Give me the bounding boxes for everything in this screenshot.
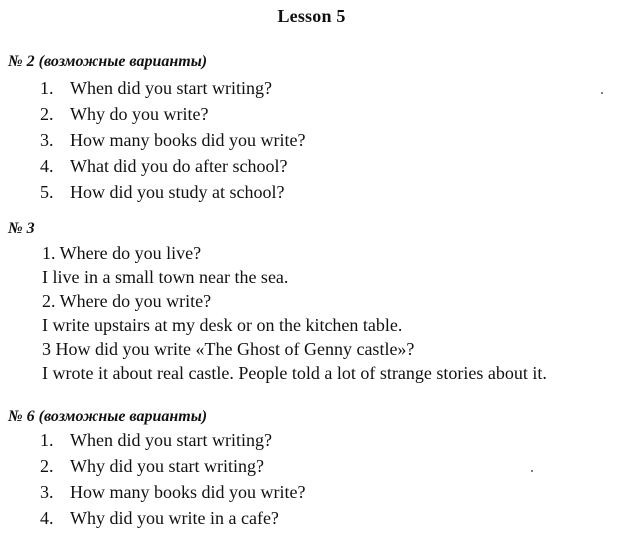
section-6-list (40, 427, 305, 531)
item-number: 2. (40, 104, 54, 124)
section-3-heading: № 3 (8, 220, 35, 237)
list-item (40, 127, 305, 153)
item-number: 1. (40, 430, 54, 450)
item-number: 3. (40, 482, 54, 502)
item-number: 5. (40, 182, 54, 202)
item-text: How did you study at school? (70, 182, 285, 202)
item-text: Why did you write in a cafe? (70, 508, 279, 528)
dialog-line: I live in a small town near the sea. (42, 267, 289, 287)
section-6-heading: № 6 (возможные варианты) (8, 408, 208, 425)
page-title: Lesson 5 (277, 6, 346, 26)
item-text: What did you do after school? (70, 156, 288, 176)
item-number: 4. (40, 508, 54, 528)
section-3-dialog (42, 241, 547, 385)
item-text: How many books did you write? (70, 482, 306, 502)
item-text: When did you start writing? (70, 430, 272, 450)
item-text: How many books did you write? (70, 130, 306, 150)
section-2-heading: № 2 (возможные варианты) (8, 53, 208, 70)
scan-speck (601, 92, 603, 94)
dialog-line: 3 How did you write «The Ghost of Genny castle»? (42, 339, 415, 359)
dialog-line: I wrote it about real castle. People told a lot of strange stories about it. (42, 363, 547, 383)
item-number: 2. (40, 456, 54, 476)
item-number: 3. (40, 130, 54, 150)
list-item (40, 427, 305, 453)
list-item (40, 153, 305, 179)
item-number: 4. (40, 156, 54, 176)
list-item (40, 505, 305, 531)
scan-speck (531, 470, 533, 472)
dialog-line: 1. Where do you live? (42, 243, 202, 263)
item-number: 1. (40, 78, 54, 98)
list-item (40, 75, 305, 101)
list-item (40, 101, 305, 127)
section-2-list (40, 75, 305, 205)
item-text: Why do you write? (70, 104, 209, 124)
list-item (40, 479, 305, 505)
item-text: When did you start writing? (70, 78, 272, 98)
list-item (40, 453, 305, 479)
dialog-line: 2. Where do you write? (42, 291, 212, 311)
list-item (40, 179, 305, 205)
item-text: Why did you start writing? (70, 456, 264, 476)
dialog-line: I write upstairs at my desk or on the kitchen table. (42, 315, 403, 335)
